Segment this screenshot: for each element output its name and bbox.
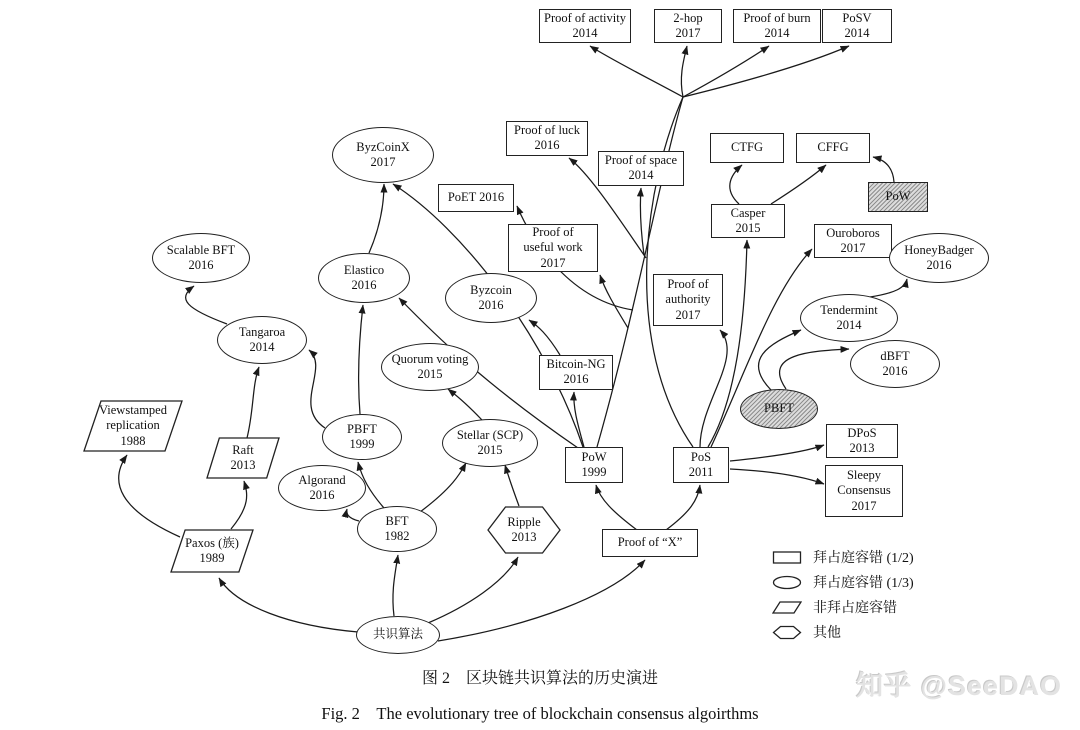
node-pos-2011: [673, 447, 729, 483]
node-label: Proof of activity 2014: [544, 10, 626, 40]
node-bft-1982: [357, 506, 437, 552]
node-label: ByzCoinX 2017: [356, 139, 410, 169]
node-label: dBFT 2016: [880, 348, 910, 378]
node-label: Ripple 2013: [507, 514, 541, 544]
node-elastico: [318, 253, 410, 303]
node-label: 共识算法: [372, 627, 423, 642]
legend-item-parallelogram: [772, 599, 914, 615]
node-label: DPoS 2013: [847, 425, 877, 455]
node-pow-1999: [565, 447, 623, 483]
caption-en: Fig. 2 The evolutionary tree of blockchain consensus algoirthms: [321, 704, 759, 723]
node-cffg: [796, 133, 870, 163]
node-sleepy-consensus: [825, 465, 903, 517]
node-tangaroa: [217, 316, 307, 364]
node-proof-of-useful-work: [508, 224, 598, 272]
node-label: Proof of luck 2016: [514, 122, 580, 152]
node-label: Raft 2013: [230, 442, 256, 472]
node-label: Proof of space 2014: [604, 152, 678, 182]
legend-label: 拜占庭容错 (1/3): [813, 576, 914, 591]
node-label: Viewstamped replication 1988: [99, 403, 167, 448]
node-label: PoSV 2014: [842, 10, 872, 40]
legend-item-rect: [772, 549, 914, 565]
node-quorum-voting: [381, 343, 479, 391]
node-label: Proof of authority 2017: [665, 277, 711, 322]
legend: [772, 549, 914, 649]
node-ouroboros: [814, 224, 892, 258]
node-poet: [438, 184, 514, 212]
node-pow-hatched: [868, 182, 928, 212]
node-proof-of-luck: [506, 121, 588, 156]
node-two-hop: [654, 9, 722, 43]
node-label: CTFG: [731, 140, 763, 155]
node-proof-of-x: [602, 529, 698, 557]
node-dpos: [826, 424, 898, 458]
hexagon-glyph-icon: [772, 625, 802, 640]
legend-label: 拜占庭容错 (1/2): [813, 551, 914, 566]
node-pbft-hatched: [740, 389, 818, 429]
node-label: PoW 1999: [581, 449, 607, 479]
node-proof-of-space: [598, 151, 684, 186]
node-label: Bitcoin-NG 2016: [546, 356, 606, 386]
node-label: Stellar (SCP) 2015: [456, 427, 524, 457]
node-label: PBFT 1999: [347, 421, 377, 451]
node-algorand: [278, 465, 366, 511]
node-label: Proof of “X”: [617, 535, 683, 550]
node-label: Sleepy Consensus 2017: [837, 468, 891, 513]
node-label: BFT 1982: [384, 513, 410, 543]
node-label: PBFT: [764, 401, 794, 416]
node-ripple: [487, 506, 561, 554]
node-byzcoinx: [332, 127, 434, 183]
rect-glyph-icon: [772, 550, 802, 565]
node-label: Tendermint 2014: [820, 302, 878, 332]
node-byzcoin: [445, 273, 537, 323]
node-label: Ouroboros 2017: [826, 225, 880, 255]
node-scalable-bft: [152, 233, 250, 283]
node-label: Algorand 2016: [298, 472, 346, 502]
legend-label: 非拜占庭容错: [813, 601, 897, 616]
node-label: Scalable BFT 2016: [166, 242, 236, 272]
node-bitcoin-ng: [539, 355, 613, 390]
node-label: Tangaroa 2014: [238, 324, 286, 354]
node-stellar-scp: [442, 419, 538, 467]
node-label: PoET 2016: [447, 190, 505, 205]
legend-item-ellipse: [772, 574, 914, 590]
node-label: Casper 2015: [730, 205, 766, 235]
node-label: Proof of useful work 2017: [523, 225, 583, 270]
node-label: Byzcoin 2016: [470, 282, 512, 312]
node-viewstamped-replication: [83, 400, 183, 452]
legend-label: 其他: [813, 626, 841, 641]
node-label: PoS 2011: [688, 449, 714, 479]
node-label: Paxos (族) 1989: [185, 535, 239, 565]
ellipse-glyph-icon: [772, 575, 802, 590]
node-honeybadger: [889, 233, 989, 283]
node-label: HoneyBadger 2016: [904, 242, 974, 272]
legend-item-hexagon: [772, 624, 914, 640]
node-label: Proof of burn 2014: [743, 10, 811, 40]
node-label: Quorum voting 2015: [391, 351, 469, 381]
node-label: PoW: [885, 189, 911, 204]
node-raft: [206, 437, 280, 479]
node-dbft: [850, 340, 940, 388]
node-label: 2-hop 2017: [673, 10, 703, 40]
node-label: CFFG: [817, 140, 849, 155]
node-label: Elastico 2016: [343, 262, 385, 292]
node-pbft-1999: [322, 414, 402, 460]
node-paxos: [170, 529, 254, 573]
node-proof-of-burn: [733, 9, 821, 43]
node-proof-of-activity: [539, 9, 631, 43]
watermark: 知乎 @SeeDAO: [856, 671, 1062, 701]
caption-zh: 图 2 区块链共识算法的历史演进: [421, 670, 658, 687]
node-proof-of-authority: [653, 274, 723, 326]
node-ctfg: [710, 133, 784, 163]
node-tendermint: [800, 294, 898, 342]
node-posv: [822, 9, 892, 43]
parallelogram-glyph-icon: [772, 600, 802, 615]
node-casper: [711, 204, 785, 238]
node-consensus-root: [356, 616, 440, 654]
